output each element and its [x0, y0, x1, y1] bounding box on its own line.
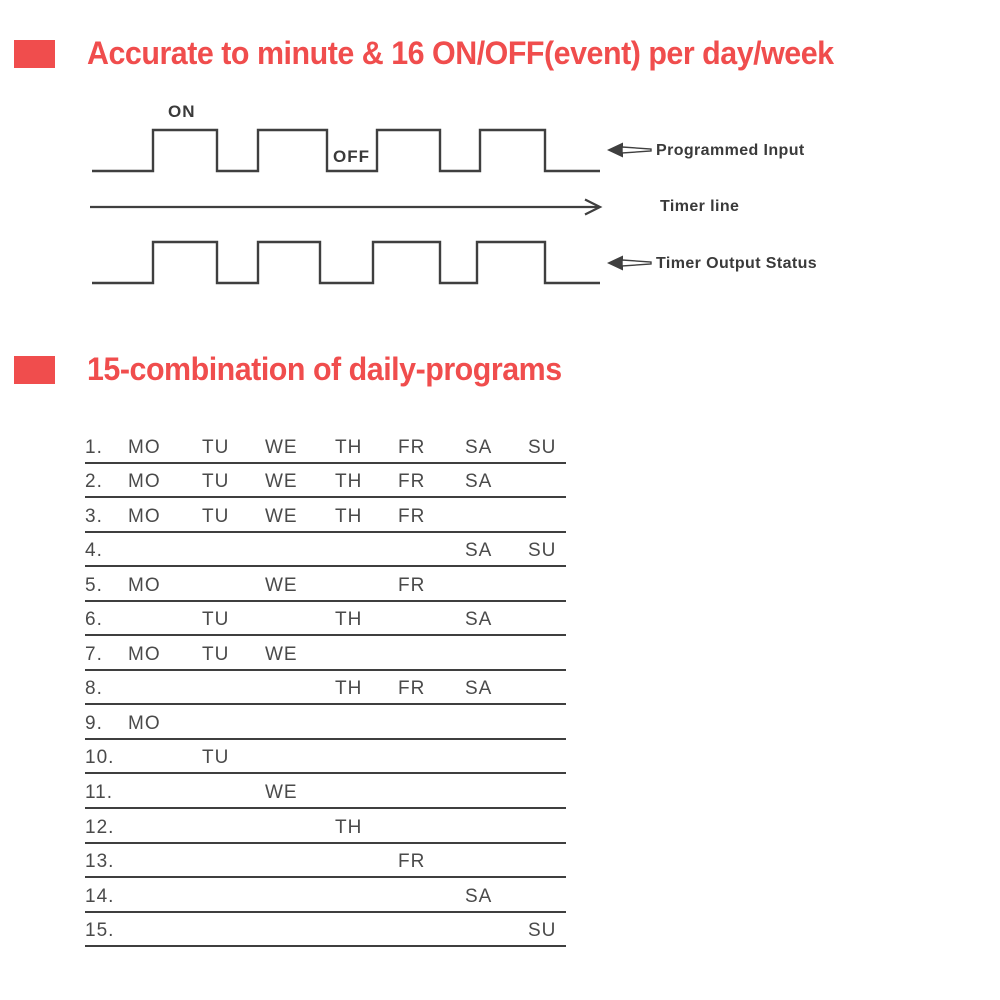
day-cell-tu: TU	[202, 471, 230, 493]
day-cell-tu: TU	[202, 643, 230, 665]
row-number: 1.	[85, 436, 103, 458]
program-row	[85, 809, 566, 844]
day-cell-tu: TU	[202, 436, 230, 458]
row-number: 10.	[85, 747, 115, 769]
program-row	[85, 913, 566, 948]
day-cell-th: TH	[335, 816, 363, 838]
program-row	[85, 844, 566, 879]
timer-output-waveform	[92, 242, 600, 283]
row-number: 4.	[85, 540, 103, 562]
day-cell-th: TH	[335, 609, 363, 631]
day-cell-mo: MO	[128, 712, 161, 734]
day-cell-su: SU	[528, 436, 557, 458]
section-heading-combinations: 15-combination of daily-programs	[87, 351, 562, 387]
program-row	[85, 636, 566, 671]
row-number: 12.	[85, 816, 115, 838]
row-number: 8.	[85, 678, 103, 700]
day-cell-su: SU	[528, 540, 557, 562]
day-cell-we: WE	[265, 471, 298, 493]
day-cell-we: WE	[265, 574, 298, 596]
program-row	[85, 671, 566, 706]
day-cell-mo: MO	[128, 505, 161, 527]
day-cell-we: WE	[265, 782, 298, 804]
program-row	[85, 567, 566, 602]
program-row	[85, 740, 566, 775]
day-cell-mo: MO	[128, 436, 161, 458]
day-cell-fr: FR	[398, 471, 426, 493]
red-bullet-icon	[14, 356, 55, 384]
row-number: 13.	[85, 851, 115, 873]
day-cell-fr: FR	[398, 574, 426, 596]
day-cell-sa: SA	[465, 609, 493, 631]
day-cell-mo: MO	[128, 643, 161, 665]
row-number: 7.	[85, 643, 103, 665]
red-bullet-icon	[14, 40, 55, 68]
day-cell-su: SU	[528, 920, 557, 942]
day-cell-sa: SA	[465, 436, 493, 458]
program-row	[85, 533, 566, 568]
section-heading-accuracy: Accurate to minute & 16 ON/OFF(event) per day/week	[87, 35, 834, 71]
timer-output-status-label: Timer Output Status	[656, 255, 818, 272]
day-cell-sa: SA	[465, 540, 493, 562]
program-row	[85, 464, 566, 499]
day-cell-fr: FR	[398, 851, 426, 873]
timer-diagram	[0, 95, 1000, 315]
day-cell-th: TH	[335, 505, 363, 527]
on-label: ON	[168, 102, 196, 121]
day-cell-mo: MO	[128, 574, 161, 596]
row-number: 15.	[85, 920, 115, 942]
timer-line-label: Timer line	[660, 198, 740, 215]
timing-diagram-svg	[0, 95, 1000, 315]
row-number: 3.	[85, 505, 103, 527]
day-cell-fr: FR	[398, 505, 426, 527]
day-cell-sa: SA	[465, 471, 493, 493]
day-cell-we: WE	[265, 643, 298, 665]
day-cell-sa: SA	[465, 885, 493, 907]
program-row	[85, 774, 566, 809]
left-arrow-icon	[607, 143, 651, 158]
row-number: 14.	[85, 885, 115, 907]
day-cell-tu: TU	[202, 505, 230, 527]
day-cell-th: TH	[335, 678, 363, 700]
daily-programs-table	[85, 429, 566, 947]
program-row	[85, 705, 566, 740]
row-number: 11.	[85, 782, 114, 804]
off-label: OFF	[333, 147, 370, 166]
programmed-input-label: Programmed Input	[656, 142, 805, 159]
row-number: 6.	[85, 609, 103, 631]
day-cell-mo: MO	[128, 471, 161, 493]
section-header-accuracy	[14, 35, 873, 72]
section-header-combinations	[14, 351, 587, 388]
program-row	[85, 878, 566, 913]
timer-line-arrow	[90, 200, 600, 215]
day-cell-fr: FR	[398, 436, 426, 458]
day-cell-tu: TU	[202, 609, 230, 631]
program-row	[85, 498, 566, 533]
day-cell-th: TH	[335, 471, 363, 493]
day-cell-we: WE	[265, 505, 298, 527]
day-cell-sa: SA	[465, 678, 493, 700]
day-cell-fr: FR	[398, 678, 426, 700]
program-row	[85, 429, 566, 464]
row-number: 2.	[85, 471, 103, 493]
row-number: 5.	[85, 574, 103, 596]
day-cell-tu: TU	[202, 747, 230, 769]
day-cell-th: TH	[335, 436, 363, 458]
row-number: 9.	[85, 712, 103, 734]
program-row	[85, 602, 566, 637]
left-arrow-icon	[607, 256, 651, 271]
day-cell-we: WE	[265, 436, 298, 458]
